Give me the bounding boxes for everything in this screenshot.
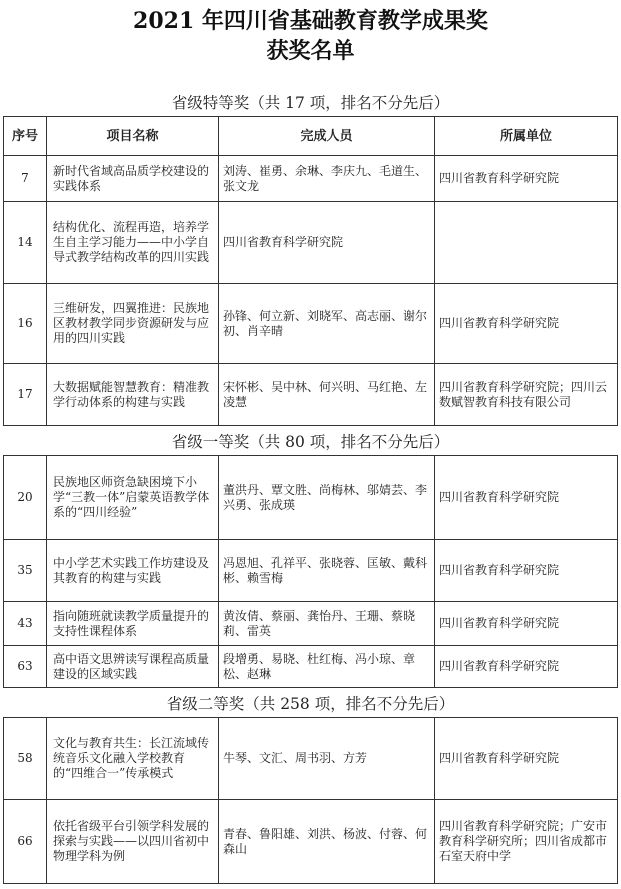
header-project: 项目名称 [47, 117, 219, 156]
row-members: 牛琴、文汇、周书羽、方芳 [219, 718, 435, 800]
row-unit: 四川省教育科学研究院；广安市教育科学研究所；四川省成都市石室天府中学 [435, 800, 618, 884]
row-project: 指向随班就读教学质量提升的支持性课程体系 [47, 602, 219, 646]
row-members: 董洪丹、覃文胜、尚梅林、邬婧芸、李兴勇、张成瑛 [219, 456, 435, 540]
table-row [4, 284, 618, 364]
row-members: 黄汝倩、蔡丽、龚怡丹、王珊、蔡晓莉、雷英 [219, 602, 435, 646]
header-no: 序号 [4, 117, 47, 156]
row-project: 依托省级平台引领学科发展的探索与实践——以四川省初中物理学科为例 [47, 800, 219, 884]
table-row [4, 800, 618, 884]
row-members: 四川省教育科学研究院 [219, 202, 435, 284]
table-row [4, 646, 618, 688]
header-members: 完成人员 [219, 117, 435, 156]
section-heading-special: 省级特等奖（共 17 项，排名不分先后） [171, 94, 450, 112]
first-award-table [3, 455, 618, 688]
row-project: 中小学艺术实践工作坊建设及其教育的构建与实践 [47, 540, 219, 602]
row-members: 青春、鲁阳雄、刘洪、杨波、付蓉、何森山 [219, 800, 435, 884]
second-award-table [3, 717, 618, 884]
row-no: 66 [4, 800, 47, 884]
header-unit: 所属单位 [435, 117, 618, 156]
row-no: 7 [4, 156, 47, 202]
row-members: 孙锋、何立新、刘晓军、高志丽、谢尔初、肖辛晴 [219, 284, 435, 364]
row-project: 结构优化、流程再造，培养学生自主学习能力——中小学自导式教学结构改革的四川实践 [47, 202, 219, 284]
row-no: 35 [4, 540, 47, 602]
row-unit: 四川省教育科学研究院 [435, 602, 618, 646]
row-members: 冯恩旭、孔祥平、张晓蓉、匡敏、戴科彬、赖雪梅 [219, 540, 435, 602]
table-row [4, 456, 618, 540]
row-no: 14 [4, 202, 47, 284]
row-unit: 四川省教育科学研究院；四川云数赋智教育科技有限公司 [435, 364, 618, 426]
row-unit: 四川省教育科学研究院 [435, 456, 618, 540]
row-project: 三维研发，四翼推进：民族地区教材教学同步资源研发与应用的四川实践 [47, 284, 219, 364]
row-no: 17 [4, 364, 47, 426]
row-unit: 四川省教育科学研究院 [435, 284, 618, 364]
row-members: 刘涛、崔勇、余琳、李庆九、毛道生、张文龙 [219, 156, 435, 202]
table-row [4, 718, 618, 800]
row-unit: 四川省教育科学研究院 [435, 156, 618, 202]
document-subtitle: 获奖名单 [266, 38, 355, 64]
table-header-row [4, 117, 618, 156]
table-row [4, 540, 618, 602]
row-project: 文化与教育共生：长江流域传统音乐文化融入学校教育的“四维合一”传承模式 [47, 718, 219, 800]
row-no: 43 [4, 602, 47, 646]
row-unit [435, 202, 618, 284]
table-row [4, 364, 618, 426]
section-heading-first: 省级一等奖（共 80 项，排名不分先后） [171, 433, 450, 451]
row-project: 大数据赋能智慧教育：精准教学行动体系的构建与实践 [47, 364, 219, 426]
special-award-table [3, 116, 618, 426]
row-no: 63 [4, 646, 47, 688]
row-unit: 四川省教育科学研究院 [435, 718, 618, 800]
section-heading-second: 省级二等奖（共 258 项，排名不分先后） [166, 695, 455, 713]
row-members: 宋怀彬、吴中林、何兴明、马红艳、左凌慧 [219, 364, 435, 426]
row-project: 高中语文思辨读写课程高质量建设的区域实践 [47, 646, 219, 688]
table-row [4, 156, 618, 202]
row-members: 段增勇、易晓、杜红梅、冯小琼、章松、赵琳 [219, 646, 435, 688]
table-row [4, 202, 618, 284]
row-project: 民族地区师资急缺困境下小学“三教一体”启蒙英语教学体系的“四川经验” [47, 456, 219, 540]
row-no: 20 [4, 456, 47, 540]
table-row [4, 602, 618, 646]
row-unit: 四川省教育科学研究院 [435, 646, 618, 688]
row-project: 新时代省域高品质学校建设的实践体系 [47, 156, 219, 202]
document-title: 2021 年四川省基础教育教学成果奖 [133, 8, 488, 34]
row-no: 16 [4, 284, 47, 364]
row-unit: 四川省教育科学研究院 [435, 540, 618, 602]
row-no: 58 [4, 718, 47, 800]
